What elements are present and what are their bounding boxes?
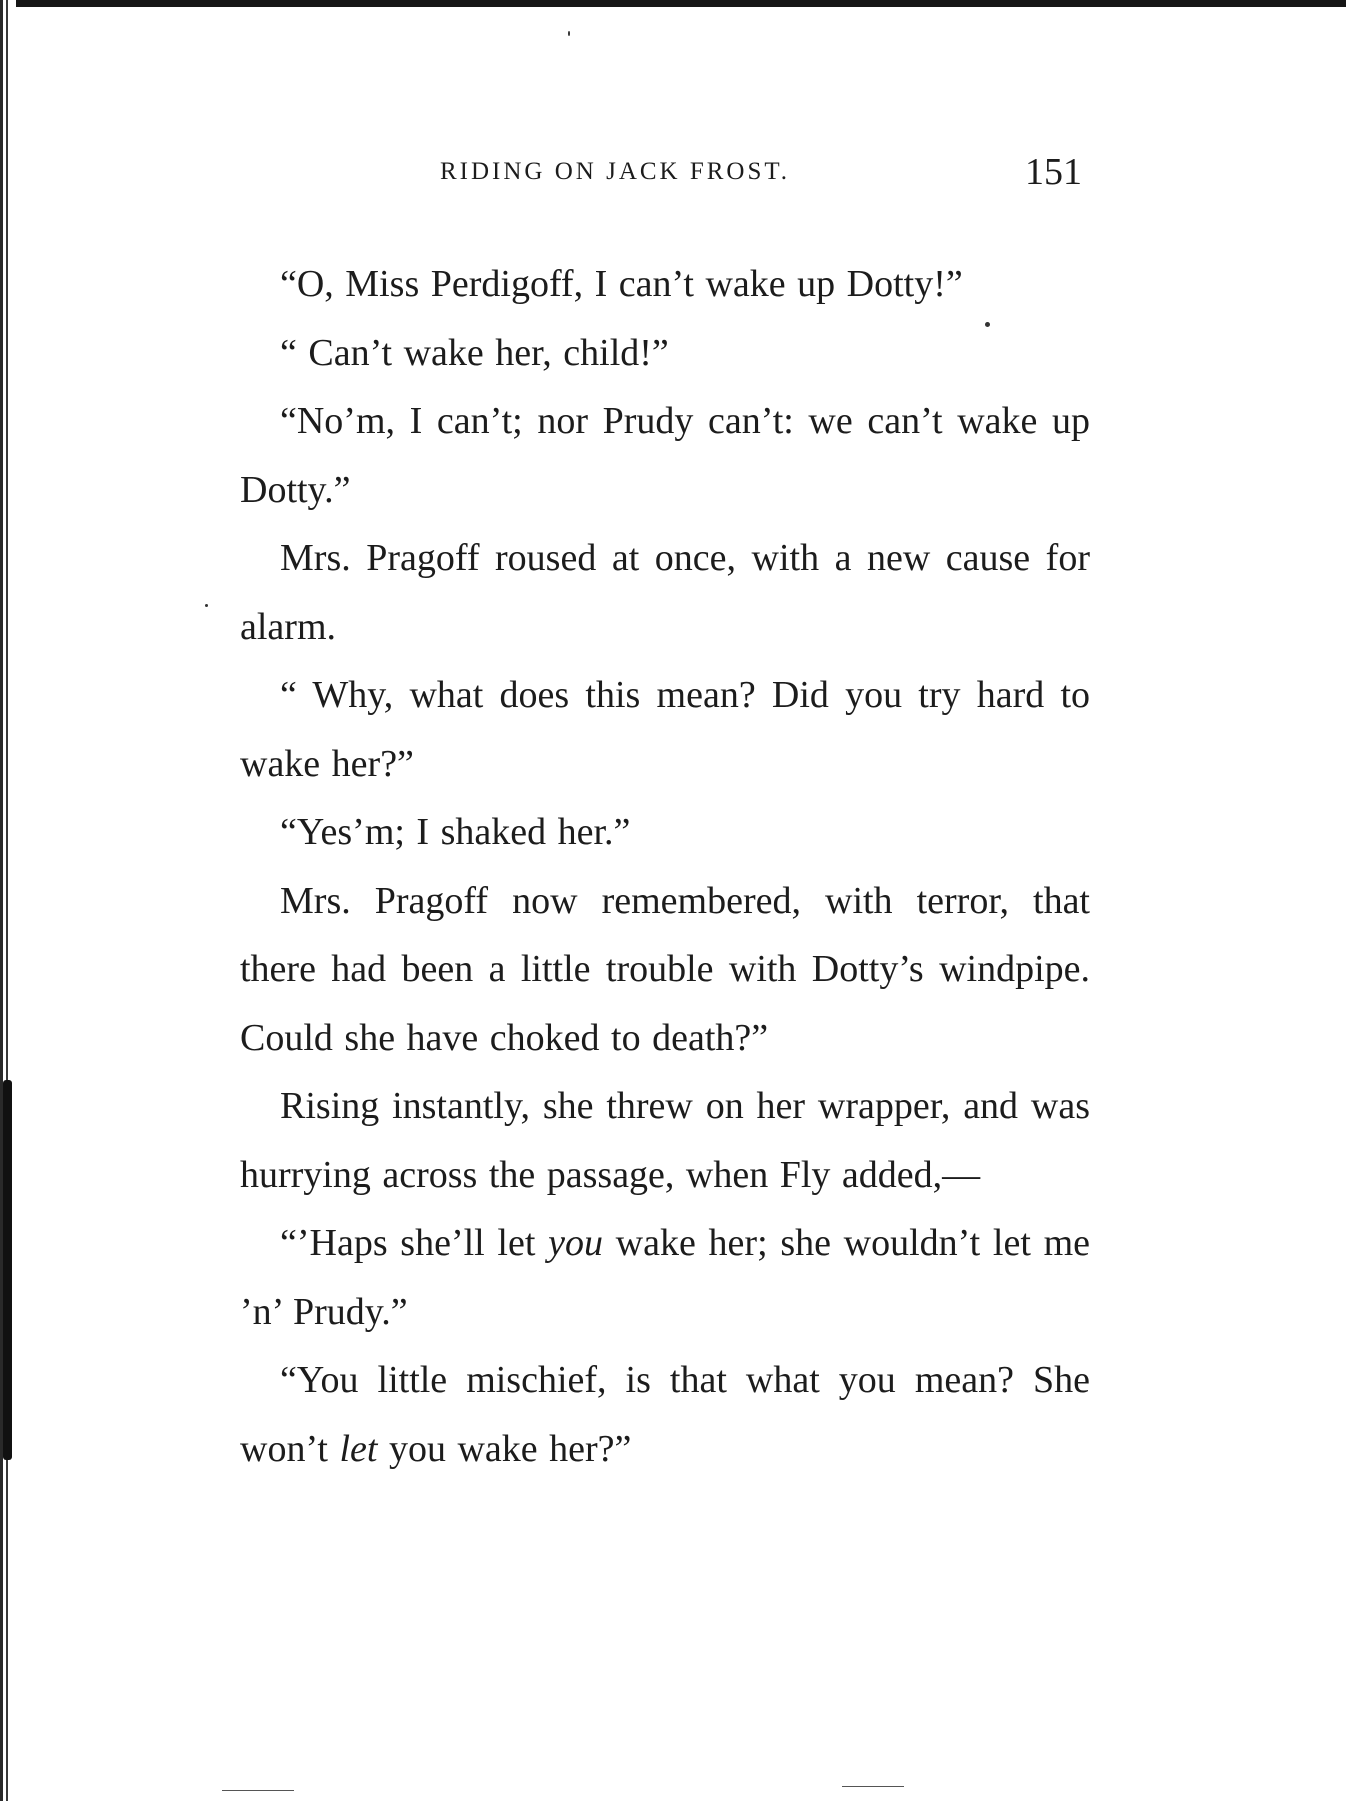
paragraph-text: “Yes’m; I shaked her.” [280, 811, 631, 853]
paragraph [240, 1209, 1090, 1346]
body-text [240, 250, 1090, 1483]
ink-speck [205, 604, 208, 607]
paragraph [240, 661, 1090, 798]
paragraph [240, 524, 1090, 661]
paragraph-text: “ Can’t wake her, child!” [280, 331, 669, 374]
paragraph [240, 250, 1090, 319]
page-number: 151 [1025, 151, 1082, 193]
paragraph-text: Mrs. Pragoff roused at once, with a new cause for alarm. [240, 537, 1090, 648]
paragraph-text: “’Haps she’ll let [280, 1222, 549, 1264]
italic-text: you [548, 1222, 603, 1264]
paragraph-text: you wake her?” [377, 1427, 632, 1470]
ink-speck [568, 31, 570, 36]
paragraph-text: “O, Miss Perdigoff, I can’t wake up Dotty!” [280, 263, 963, 305]
paragraph-text: “No’m, I can’t; nor Prudy can’t: we can’t wake up Dotty.” [240, 400, 1090, 511]
paragraph [240, 387, 1090, 524]
scan-edge-top [0, 0, 1346, 7]
paragraph-text: “You little mischief, is that what you mean? She won’t [240, 1359, 1090, 1470]
paragraph-text: “ Why, what does this mean? Did you try hard to wake her?” [240, 674, 1090, 785]
italic-text: let [339, 1427, 378, 1470]
scan-edge-left [0, 0, 16, 1801]
ink-speck [985, 322, 990, 327]
paragraph [240, 1072, 1090, 1209]
paragraph-text: Mrs. Pragoff now remembered, with terror, that there had been a little trouble with Dotty’s windpipe. Could she have choked to death?” [240, 879, 1090, 1059]
scan-edge-left-shadow [3, 1080, 12, 1460]
running-title: RIDING ON JACK FROST. [440, 158, 791, 185]
paragraph [240, 798, 1090, 867]
paragraph [240, 1346, 1090, 1483]
page-header [240, 150, 1086, 194]
paragraph [240, 319, 1090, 388]
paragraph-text: Rising instantly, she threw on her wrapper, and was hurrying across the passage, when Fly added,— [240, 1085, 1090, 1196]
footer-rule-left [222, 1790, 294, 1791]
footer-rule-right [842, 1786, 904, 1787]
paragraph-text: wake her; she wouldn’t let me ’n’ Prudy.” [240, 1222, 1090, 1333]
paragraph [240, 867, 1090, 1073]
